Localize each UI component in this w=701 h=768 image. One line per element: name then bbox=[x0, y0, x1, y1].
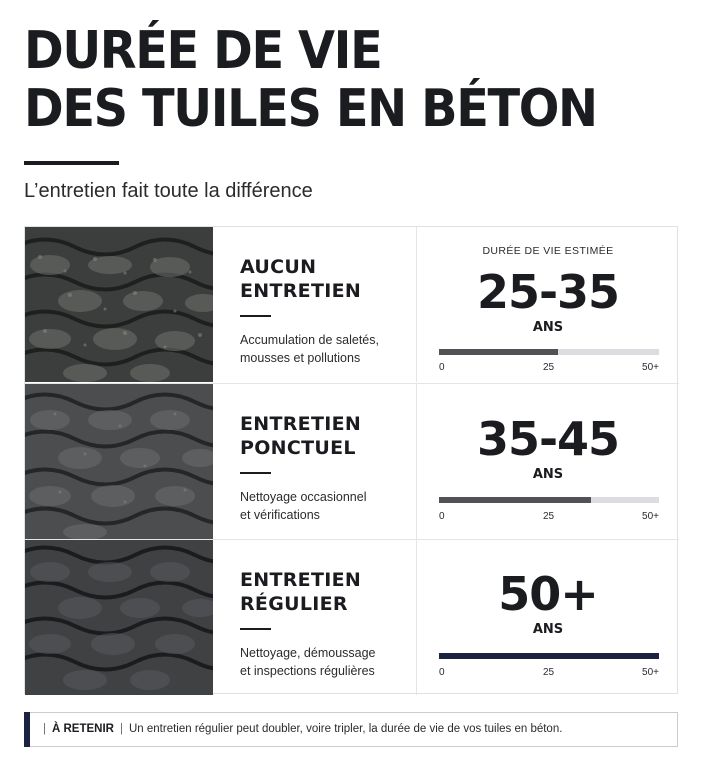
callout-text: | À RETENIR | Un entretien régulier peut doubler, voire tripler, la durée de vie de vos tuiles en béton. bbox=[43, 723, 563, 735]
callout-accent bbox=[24, 712, 30, 747]
lifespan-value: 25-35 bbox=[476, 265, 620, 319]
row-regular-maintenance bbox=[25, 539, 679, 695]
label-divider bbox=[240, 315, 271, 317]
roof-tiles-worn-photo bbox=[25, 384, 213, 539]
lifespan-table bbox=[24, 226, 678, 694]
row-label bbox=[240, 412, 415, 524]
row-title-line-2: PONCTUEL bbox=[240, 437, 356, 459]
tick-50-plus: 50+ bbox=[642, 667, 659, 678]
tick-0: 0 bbox=[439, 511, 445, 522]
lifespan-metric bbox=[417, 227, 679, 382]
page-subtitle: L’entretien fait toute la différence bbox=[24, 180, 313, 202]
callout-message: Un entretien régulier peut doubler, voire tripler, la durée de vie de vos tuiles en béton. bbox=[128, 723, 563, 735]
tick-25: 25 bbox=[543, 667, 555, 678]
tick-25: 25 bbox=[543, 511, 555, 522]
row-title-line-1: AUCUN bbox=[240, 256, 317, 278]
page-title-line-2: DES TUILES EN BÉTON bbox=[24, 79, 597, 139]
lifespan-unit: ANS bbox=[532, 320, 564, 335]
row-description-line-2: mousses et pollutions bbox=[240, 351, 361, 365]
key-takeaway-callout bbox=[24, 712, 678, 747]
tick-0: 0 bbox=[439, 362, 445, 373]
lifespan-value: 50+ bbox=[498, 567, 598, 621]
lifespan-metric bbox=[417, 384, 679, 539]
tick-25: 25 bbox=[543, 362, 555, 373]
lifespan-bar bbox=[439, 497, 659, 503]
roof-tiles-clean-photo bbox=[25, 540, 213, 695]
lifespan-bar-fill bbox=[439, 497, 591, 503]
row-description-line-2: et vérifications bbox=[240, 508, 320, 522]
lifespan-caption: DURÉE DE VIE ESTIMÉE bbox=[482, 245, 614, 257]
label-divider bbox=[240, 628, 271, 630]
row-title-line-2: RÉGULIER bbox=[240, 593, 348, 615]
page-title bbox=[24, 22, 597, 138]
tick-50-plus: 50+ bbox=[642, 511, 659, 522]
lifespan-value: 35-45 bbox=[476, 412, 620, 466]
lifespan-bar-fill bbox=[439, 349, 558, 355]
lifespan-unit: ANS bbox=[532, 622, 564, 637]
row-title-line-1: ENTRETIEN bbox=[240, 413, 362, 435]
row-title-line-2: ENTRETIEN bbox=[240, 280, 362, 302]
lifespan-bar bbox=[439, 349, 659, 355]
row-occasional-maintenance bbox=[25, 383, 679, 539]
row-no-maintenance bbox=[25, 227, 679, 382]
row-description-line-1: Nettoyage occasionnel bbox=[240, 490, 367, 504]
title-underline bbox=[24, 161, 119, 165]
row-description-line-2: et inspections régulières bbox=[240, 664, 375, 678]
lifespan-metric bbox=[417, 540, 679, 695]
tick-50-plus: 50+ bbox=[642, 362, 659, 373]
row-description-line-1: Nettoyage, démoussage bbox=[240, 646, 376, 660]
row-label bbox=[240, 568, 415, 680]
label-divider bbox=[240, 472, 271, 474]
row-label bbox=[240, 255, 415, 367]
lifespan-unit: ANS bbox=[532, 467, 564, 482]
row-title-line-1: ENTRETIEN bbox=[240, 569, 362, 591]
roof-tiles-dirty-photo bbox=[25, 227, 213, 382]
tick-0: 0 bbox=[439, 667, 445, 678]
lifespan-bar-fill bbox=[439, 653, 659, 659]
row-description-line-1: Accumulation de saletés, bbox=[240, 333, 379, 347]
lifespan-bar bbox=[439, 653, 659, 659]
callout-label: À RETENIR bbox=[52, 723, 114, 735]
page-title-line-1: DURÉE DE VIE bbox=[24, 21, 382, 81]
